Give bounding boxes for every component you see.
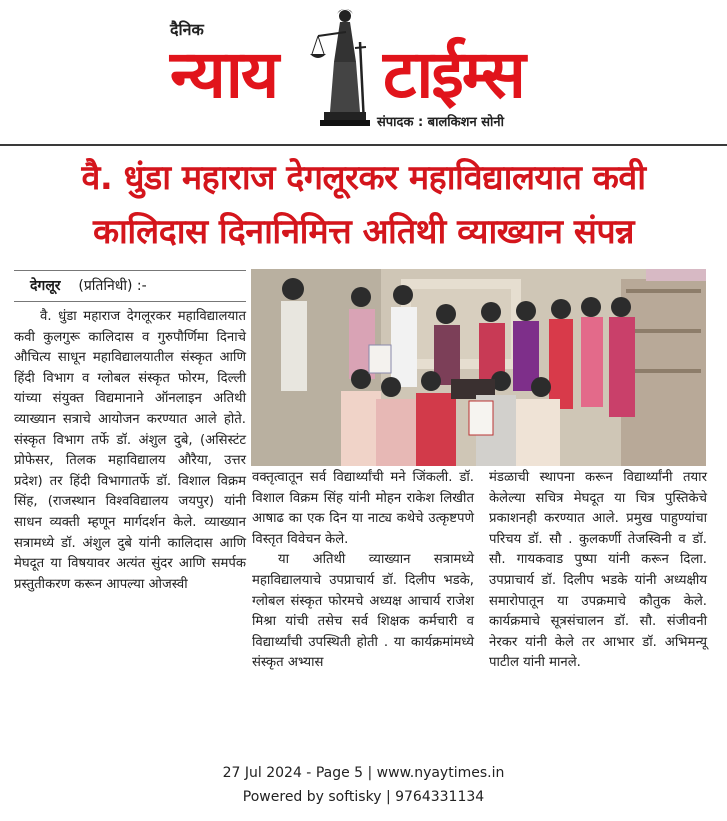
headline-line-2: कालिदास दिनानिमित्त अतिथी व्याख्यान संपन्न [92, 212, 635, 252]
article-column-1 [14, 307, 246, 595]
byline-place: देगलूर [30, 278, 61, 294]
byline [30, 276, 147, 295]
article-paragraph: वक्तृत्वातून सर्व विद्यार्थ्यांची मने जिंकली. डॉ. विशाल विक्रम सिंह यांनी मोहन राकेश लिखीत आषाढ का एक दिन या नाट्य कथेचे उत्कृष्टपणे विस्तृत विवेचन केले. [252, 470, 474, 547]
byline-note: (प्रतिनिधी) :- [78, 278, 147, 294]
masthead-prefix: दैनिक [170, 20, 204, 39]
masthead [150, 0, 570, 140]
article-paragraph: वै. धुंडा महाराज देगलूरकर महाविद्यालयात कवी कुलगुरू कालिदास व गुरुपौर्णिमा दिनाचे औचित्य साधून महाविद्यालयातील संस्कृत आणि हिंदी विभाग व ग्लोबल संस्कृत फोरम, दिल्ली यांच्या संयुक्त विद्यमानाने ऑनलाइन अतिथी व्याख्यान सत्राचे आयोजन करण्यात आले होते. संस्कृत विभाग तर्फे डॉ. अंशुल दुबे, (असिस्टंट प्रोफेसर, तिलक महाविद्यालय औरैया, उत्तर प्रदेश) तर हिंदी विभागातर्फे डॉ. विशाल विक्रम सिंह, (राजस्थान विश्वविद्यालय जयपुर) यांनी साधन व्यक्ती म्हणून मार्गदर्शन केले. व्याख्यान सत्रामध्ये डॉ. अंशुल दुबे यांनी कालिदास आणि मेघदूत या विषयावर अत्यंत सुंदर आणि समर्पक प्रस्तुतीकरण करून आपल्या ओजस्वी [14, 309, 246, 592]
masthead-word-left: न्याय [170, 36, 278, 113]
group-photo-image [251, 269, 706, 466]
article-paragraph: मंडळाची स्थापना करून विद्यार्थ्यांनी तयार केलेल्या सचित्र मेघदूत या चित्र पुस्तिकेचे प्रकाशनही करण्यात आले. प्रमुख पाहुण्यांचा परिचय डॉ. सौ . कुलकर्णी तेजस्विनी व डॉ. सौ. गायकवाड पुष्पा यांनी करून दिला. उपप्राचार्य डॉ. दिलीप भडके यांनी अध्यक्षीय समारोपातून या उपक्रमाचे कौतुक केले. कार्यक्रमाचे सूत्रसंचालन डॉ. सौ. संजीवनी नेरकर यांनी केले तर आभार डॉ. अभिमन्यू पाटील यांनी मानले. [489, 470, 707, 671]
byline-box [14, 270, 246, 302]
masthead-word-right: टाईम्स [383, 36, 524, 113]
masthead-divider [0, 144, 727, 146]
article-column-2 [252, 468, 474, 674]
headline-line-1: वै. धुंडा महाराज देगलूरकर महाविद्यालयात कवी [81, 158, 646, 198]
lady-justice-icon [310, 2, 380, 132]
article-paragraph: या अतिथी व्याख्यान सत्रामध्ये महाविद्यालयाचे उपप्राचार्य डॉ. दिलीप भडके, ग्लोबल संस्कृत फोरमचे अध्यक्ष आचार्य राजेश मिश्रा यांची तसेच सर्व शिक्षक कर्मचारी व विद्यार्थ्यांची उपस्थिती होती . या कार्यक्रमांमध्ये संस्कृत अभ्यास [252, 552, 474, 671]
editor-credit: संपादक : बालकिशन सोनी [377, 115, 504, 130]
article-column-3 [489, 468, 707, 674]
footer-credit-line: Powered by softisky | 9764331134 [242, 789, 485, 805]
footer-date-line: 27 Jul 2024 - Page 5 | www.nyaytimes.in [222, 765, 505, 781]
